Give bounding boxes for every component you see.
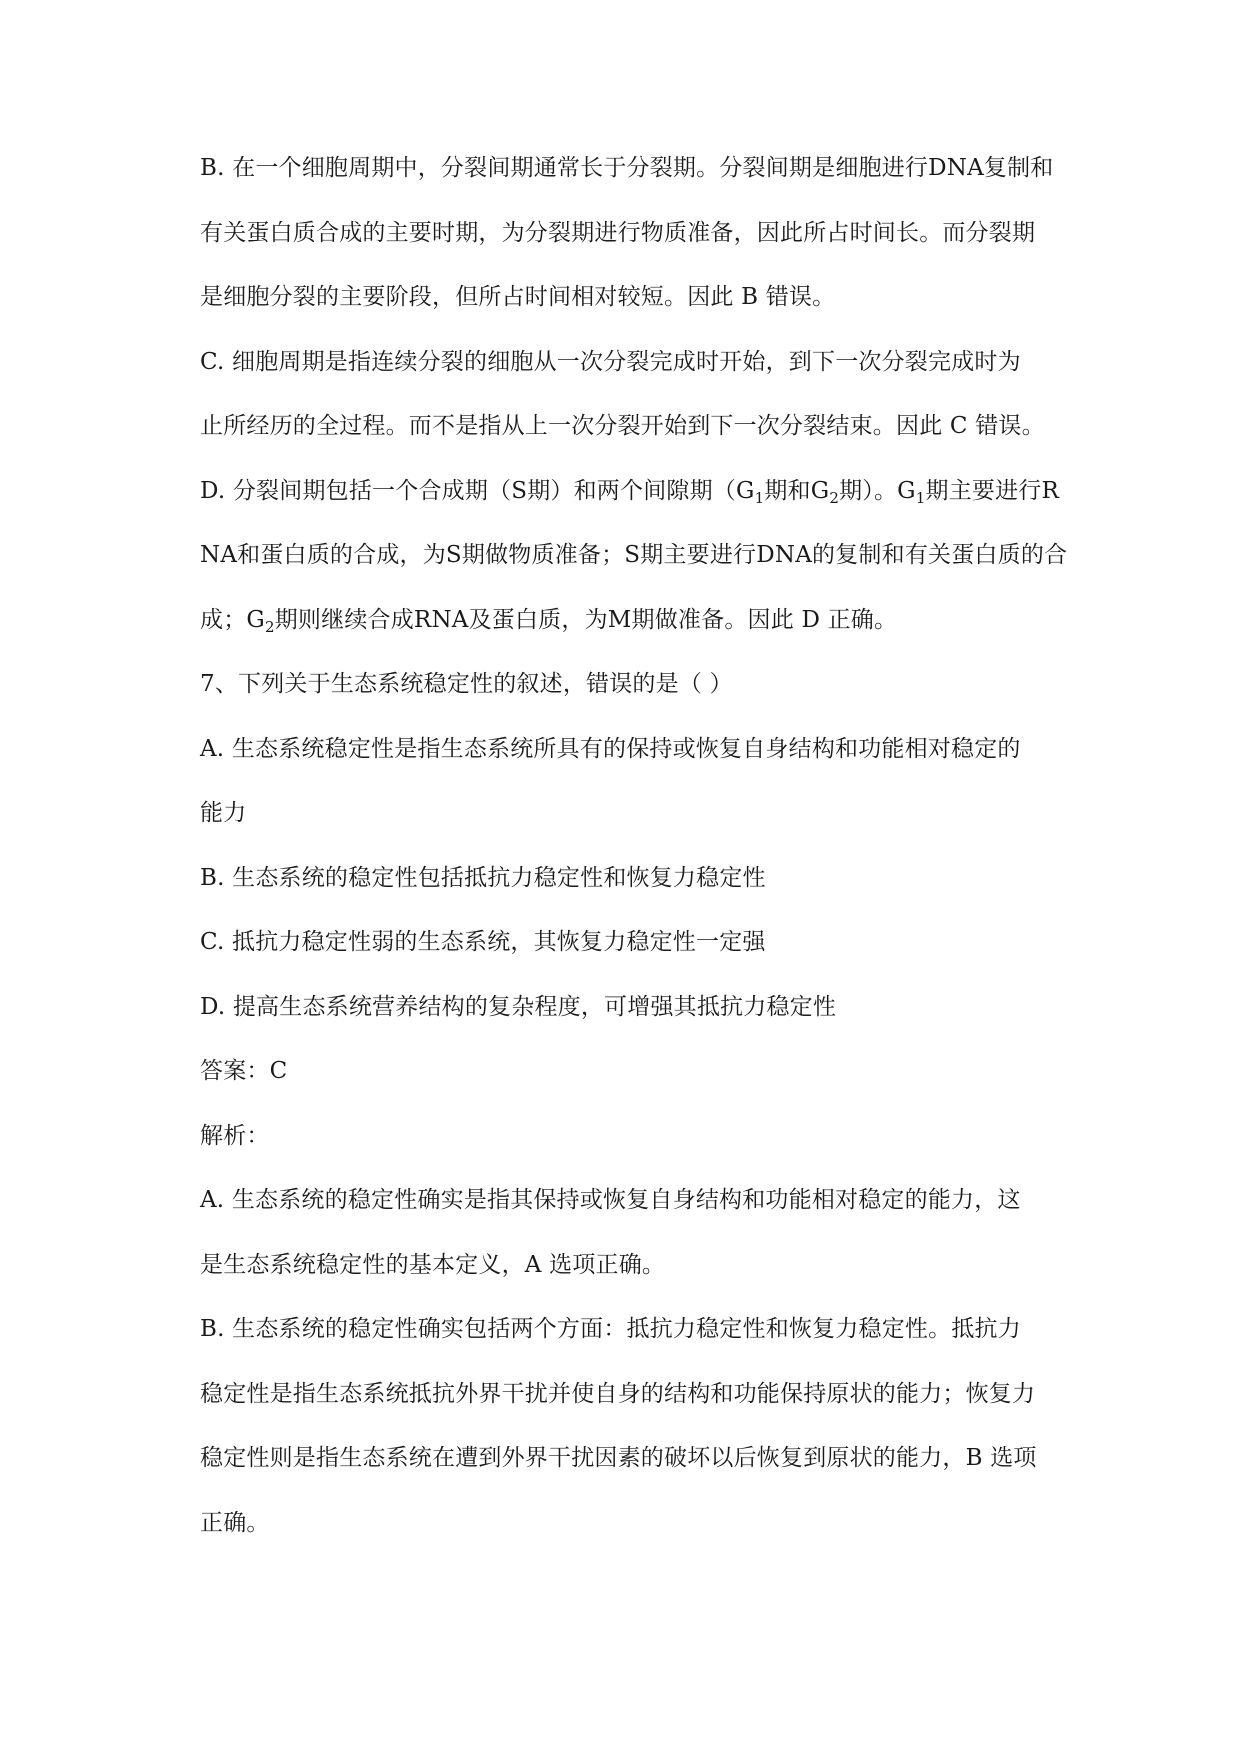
option-c: C. 抵抗力稳定性弱的生态系统，其恢复力稳定性一定强 [200, 929, 766, 955]
text-line: B. 生态系统的稳定性确实包括两个方面：抵抗力稳定性和恢复力稳定性。抵抗力 [200, 1316, 1021, 1342]
text-line: 有关蛋白质合成的主要时期，为分裂期进行物质准备，因此所占时间长。而分裂期 [200, 219, 1036, 246]
text-fragment: 期主要进行R [925, 477, 1060, 504]
text-line-with-subscripts [200, 459, 1090, 524]
option-d: D. 提高生态系统营养结构的复杂程度，可增强其抵抗力稳定性 [200, 993, 837, 1020]
question-title: 7、下列关于生态系统稳定性的叙述，错误的是（ ） [200, 671, 733, 697]
analysis-heading: 解析： [200, 1122, 270, 1149]
text-line: 稳定性则是指生态系统在遭到外界干扰因素的破坏以后恢复到原状的能力，B 选项 [200, 1445, 1037, 1471]
text-fragment: D. 分裂间期包括一个合成期（S期）和两个间隙期（G [200, 477, 755, 504]
option-a: A. 生态系统稳定性是指生态系统所具有的保持或恢复自身结构和功能相对稳定的 [200, 735, 1021, 762]
answer: 答案：C [200, 1058, 288, 1084]
text-line: NA和蛋白质的合成，为S期做物质准备；S期主要进行DNA的复制和有关蛋白质的合 [200, 542, 1068, 568]
subscript: 1 [754, 488, 765, 507]
text-line: 正确。 [200, 1509, 270, 1536]
option-b: B. 生态系统的稳定性包括抵抗力稳定性和恢复力稳定性 [200, 864, 766, 891]
text-line: A. 生态系统的稳定性确实是指其保持或恢复自身结构和功能相对稳定的能力，这 [200, 1187, 1021, 1213]
text-line: 是细胞分裂的主要阶段，但所占时间相对较短。因此 B 错误。 [200, 284, 836, 310]
text-fragment: 期）。G [839, 477, 916, 504]
text-line: C. 细胞周期是指连续分裂的细胞从一次分裂完成时开始，到下一次分裂完成时为 [200, 348, 1021, 375]
text-fragment: 期则继续合成RNA及蛋白质，为M期做准备。因此 D 正确。 [274, 606, 898, 633]
document-body [200, 136, 1090, 1555]
text-line: 止所经历的全过程。而不是指从上一次分裂开始到下一次分裂结束。因此 C 错误。 [200, 413, 1045, 439]
text-fragment: 期和G [764, 477, 830, 504]
text-line-with-subscripts [200, 588, 1090, 653]
subscript: 2 [264, 617, 275, 636]
subscript: 1 [915, 488, 926, 507]
text-line: 稳定性是指生态系统抵抗外界干扰并使自身的结构和功能保持原状的能力；恢复力 [200, 1380, 1036, 1407]
subscript: 2 [829, 488, 840, 507]
option-a-continued: 能力 [200, 800, 247, 826]
text-line: B. 在一个细胞周期中，分裂间期通常长于分裂期。分裂间期是细胞进行DNA复制和 [200, 155, 1054, 181]
text-fragment: 成；G [200, 606, 265, 633]
text-line: 是生态系统稳定性的基本定义，A 选项正确。 [200, 1251, 666, 1278]
